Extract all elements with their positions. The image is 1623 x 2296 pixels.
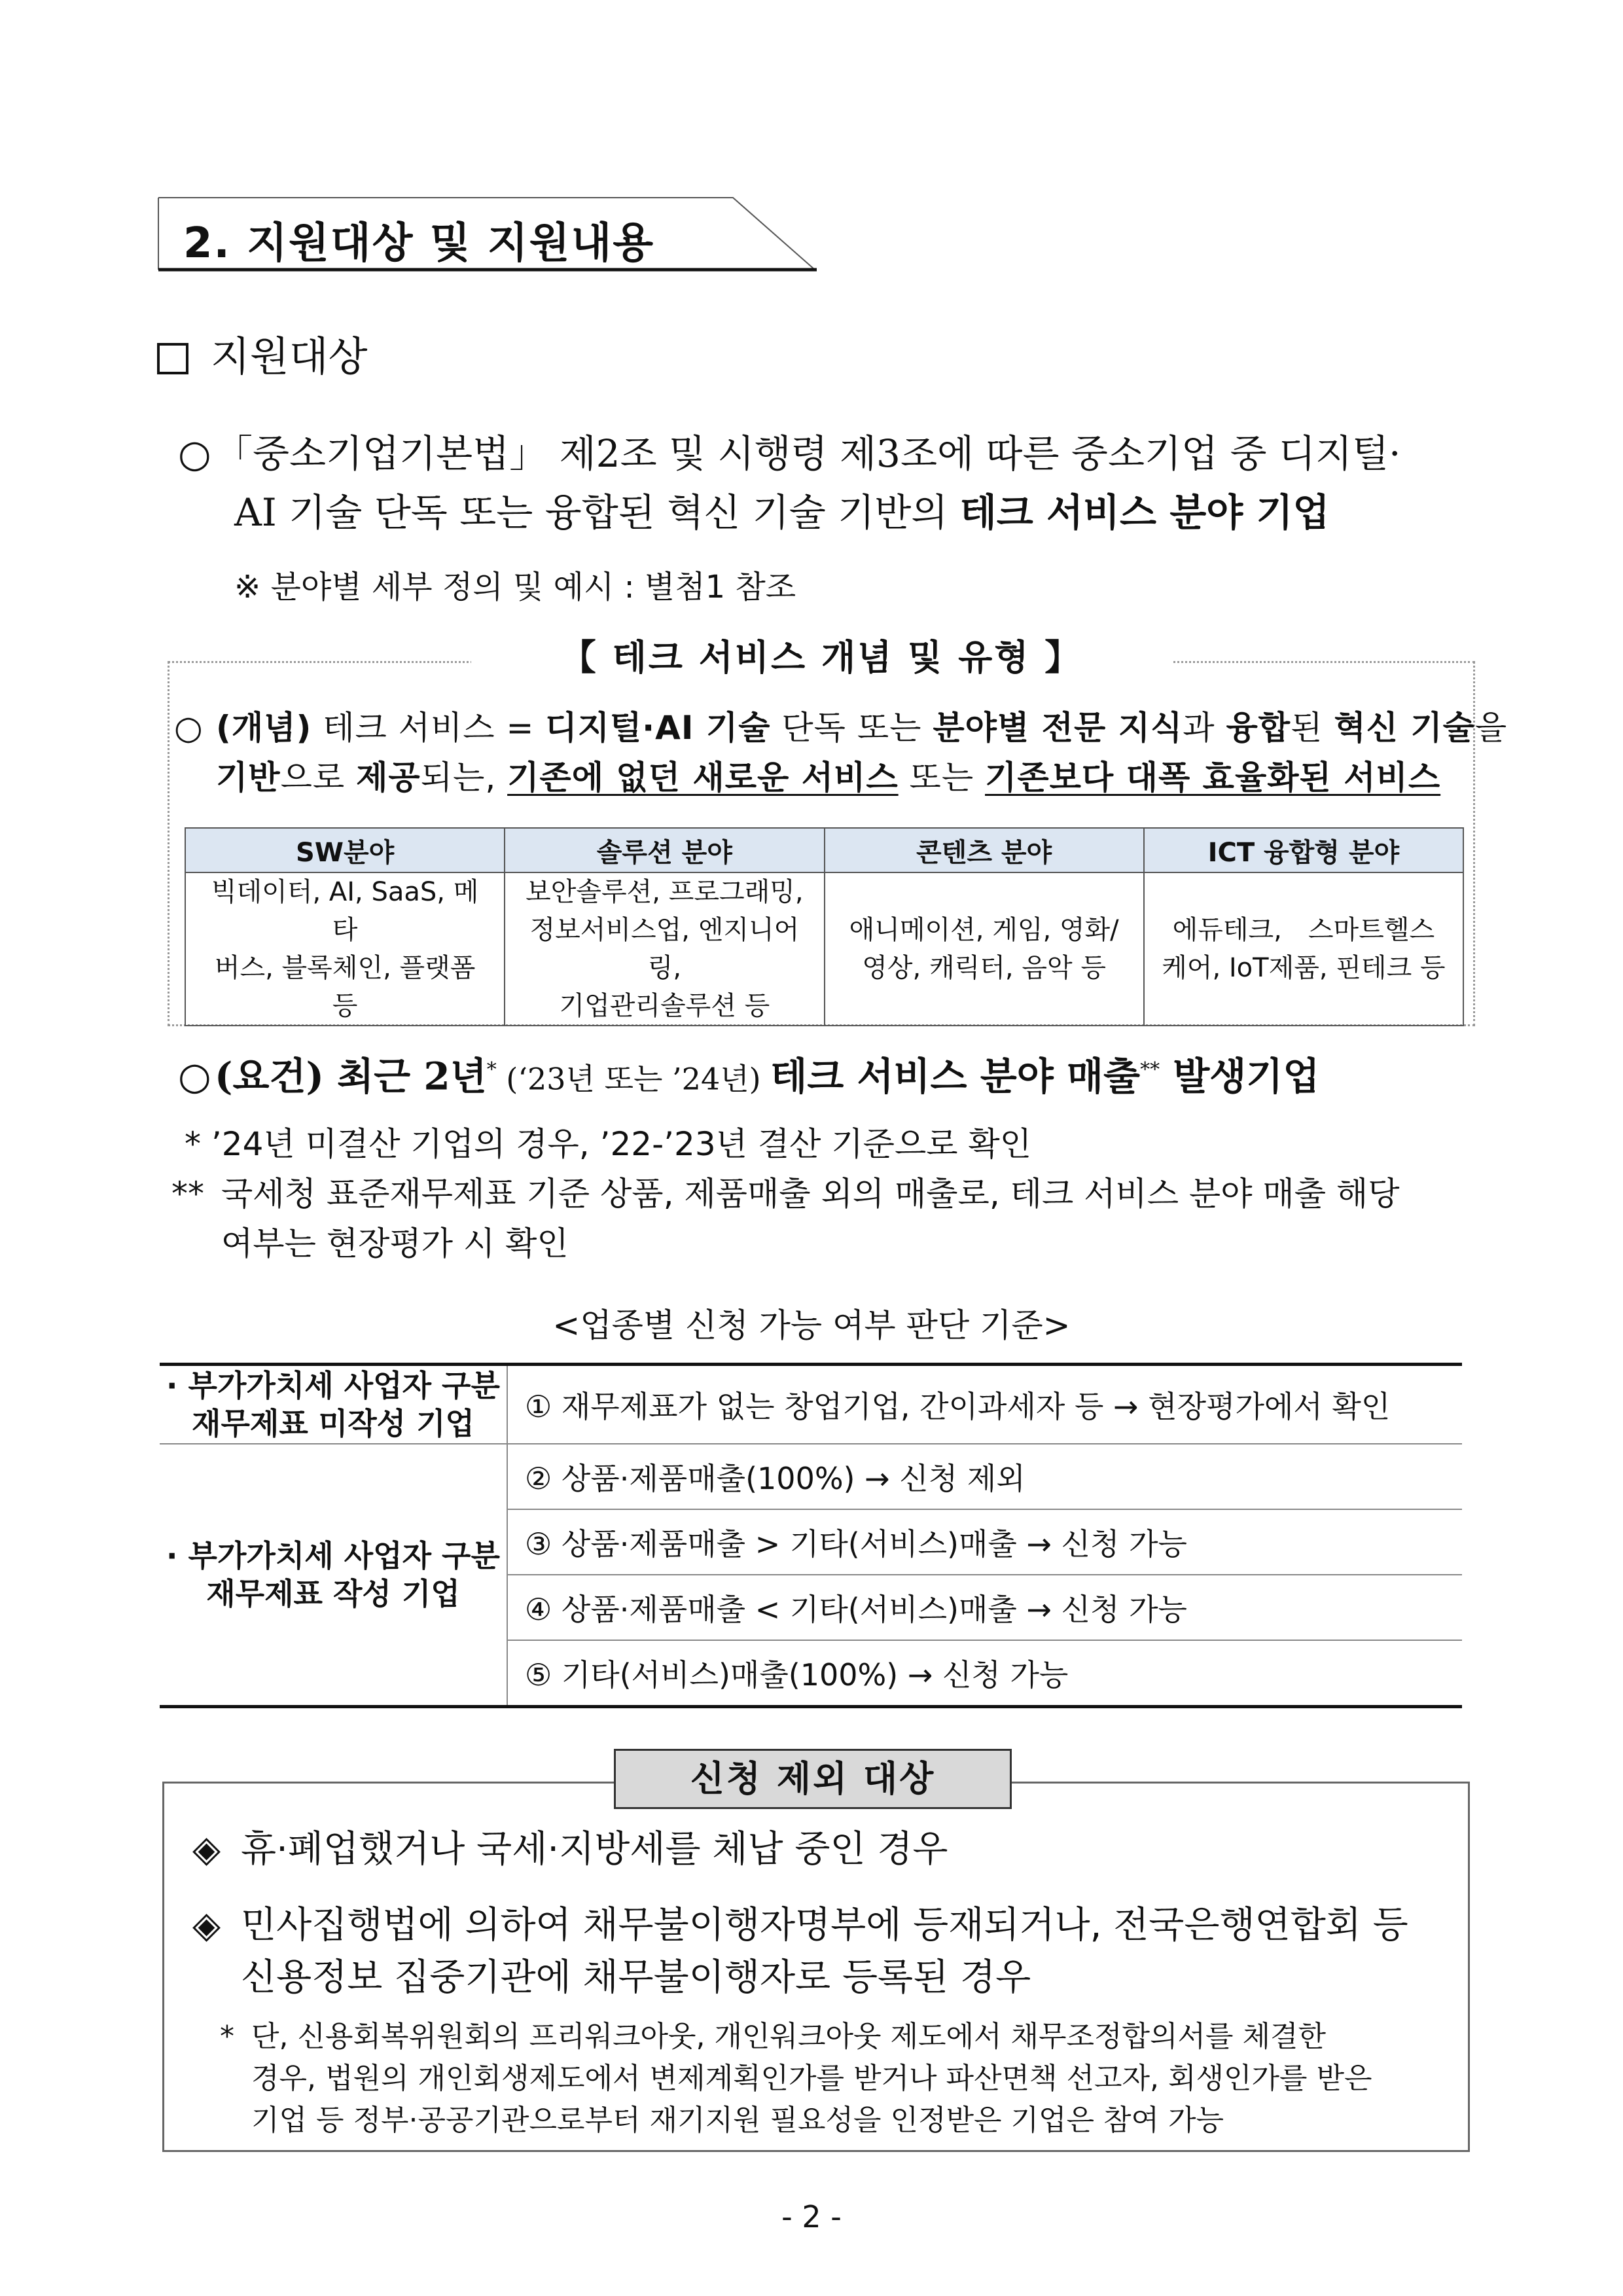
- criteria-row: [160, 1444, 1462, 1509]
- field-header: ICT 융합형 분야: [1144, 828, 1463, 872]
- section-title: 2. 지원대상 및 지원내용: [183, 219, 655, 268]
- checkbox-icon: [157, 343, 188, 374]
- exclusion-note-line-3: 기업 등 정부·공공기관으로부터 재기지원 필요성을 인정받은 기업은 참여 가능: [251, 2104, 1224, 2137]
- field-table-row: [185, 872, 1463, 1026]
- footnote-2: ** 국세청 표준재무제표 기준 상품, 제품매출 외의 매출로, 테크 서비스 분야 매출 해당: [171, 1175, 1400, 1213]
- field-cell-sw: 빅데이터, AI, SaaS, 메타 버스, 블록체인, 플랫폼 등: [185, 872, 505, 1026]
- criteria-item: ③ 상품·제품매출 > 기타(서비스)매출 → 신청 가능: [507, 1509, 1462, 1575]
- concept-line-1: ○ (개념) 테크 서비스 = 디지털·AI 기술 단독 또는 분야별 전문 지식과 융합된 혁신 기술을: [174, 709, 1508, 747]
- target-heading: [157, 324, 368, 382]
- field-table-header-row: [185, 828, 1463, 872]
- field-table: [185, 827, 1464, 1026]
- field-header: 솔루션 분야: [505, 828, 824, 872]
- concept-line-2: 기반으로 제공되는, 기존에 없던 새로운 서비스 또는 기존보다 대폭 효율화된 서비스: [216, 759, 1441, 797]
- criteria-caption: <업종별 신청 가능 여부 판단 기준>: [552, 1306, 1071, 1344]
- intro-line-1: ○「중소기업기본법」 제2조 및 시행령 제3조에 따른 중소기업 중 디지털·: [178, 424, 1400, 483]
- page-number: - 2 -: [781, 2199, 842, 2234]
- field-cell-solution: 보안솔루션, 프로그래밍, 정보서비스업, 엔지니어링, 기업관리솔루션 등: [505, 872, 824, 1026]
- diamond-icon: ◈: [192, 1904, 221, 1946]
- intro-emphasis: 테크 서비스 분야 기업: [959, 490, 1330, 535]
- exclusion-item-2: ◈ 민사집행법에 의하여 채무불이행자명부에 등재되거나, 전국은행연합회 등: [192, 1899, 1408, 1952]
- target-heading-text: 지원대상: [211, 332, 368, 380]
- exclusion-note-line-2: 경우, 법원의 개인회생제도에서 변제계획인가를 받거나 파산면책 선고자, 회생인가를 받은: [251, 2062, 1372, 2095]
- criteria-label-with-statement: · 부가가치세 사업자 구분 재무제표 작성 기업: [160, 1444, 507, 1707]
- criteria-item: ⑤ 기타(서비스)매출(100%) → 신청 가능: [525, 1657, 1069, 1693]
- criteria-item: ① 재무제표가 없는 창업기업, 간이과세자 등 → 현장평가에서 확인: [507, 1365, 1462, 1444]
- criteria-item: ② 상품·제품매출(100%) → 신청 제외: [507, 1444, 1462, 1509]
- section-header: [157, 196, 818, 274]
- criteria-item: ④ 상품·제품매출 < 기타(서비스)매출 → 신청 가능: [507, 1575, 1462, 1640]
- requirement-line: ○(요건) 최근 2년* (‘23년 또는 ’24년) 테크 서비스 분야 매출** 발생기업: [178, 1054, 1320, 1099]
- intro-bullet: ○: [178, 431, 211, 476]
- exclusion-item-2-continued: 신용정보 집중기관에 채무불이행자로 등록된 경우: [241, 1956, 1031, 1999]
- intro-line-2: AI 기술 단독 또는 융합된 혁신 기술 기반의 테크 서비스 분야 기업: [234, 490, 1330, 535]
- field-header: 콘텐츠 분야: [825, 828, 1144, 872]
- field-cell-ict: 에듀테크, 스마트헬스 케어, IoT제품, 핀테크 등: [1144, 872, 1463, 1026]
- field-cell-content: 애니메이션, 게임, 영화/ 영상, 캐릭터, 음악 등: [825, 872, 1144, 1026]
- criteria-table: [160, 1363, 1462, 1708]
- exclusion-note: * 단, 신용회복위원회의 프리워크아웃, 개인워크아웃 제도에서 채무조정합의서를 체결한: [220, 2020, 1327, 2053]
- footnote-1: * ’24년 미결산 기업의 경우, ’22-’23년 결산 기준으로 확인: [185, 1125, 1032, 1163]
- diamond-icon: ◈: [192, 1828, 221, 1871]
- field-header: SW분야: [185, 828, 505, 872]
- exclusion-title: 신청 제외 대상: [614, 1749, 1012, 1809]
- criteria-row: [160, 1365, 1462, 1444]
- criteria-label-no-statement: · 부가가치세 사업자 구분 재무제표 미작성 기업: [160, 1365, 507, 1444]
- exclusion-item-1: ◈ 휴·폐업했거나 국세·지방세를 체납 중인 경우: [192, 1823, 948, 1876]
- concept-box-title: 【 테크 서비스 개념 및 유형 】: [471, 630, 1171, 680]
- footnote-2-continued: 여부는 현장평가 시 확인: [221, 1225, 569, 1263]
- intro-note: ※ 분야별 세부 정의 및 예시 : 별첨1 참조: [234, 569, 796, 605]
